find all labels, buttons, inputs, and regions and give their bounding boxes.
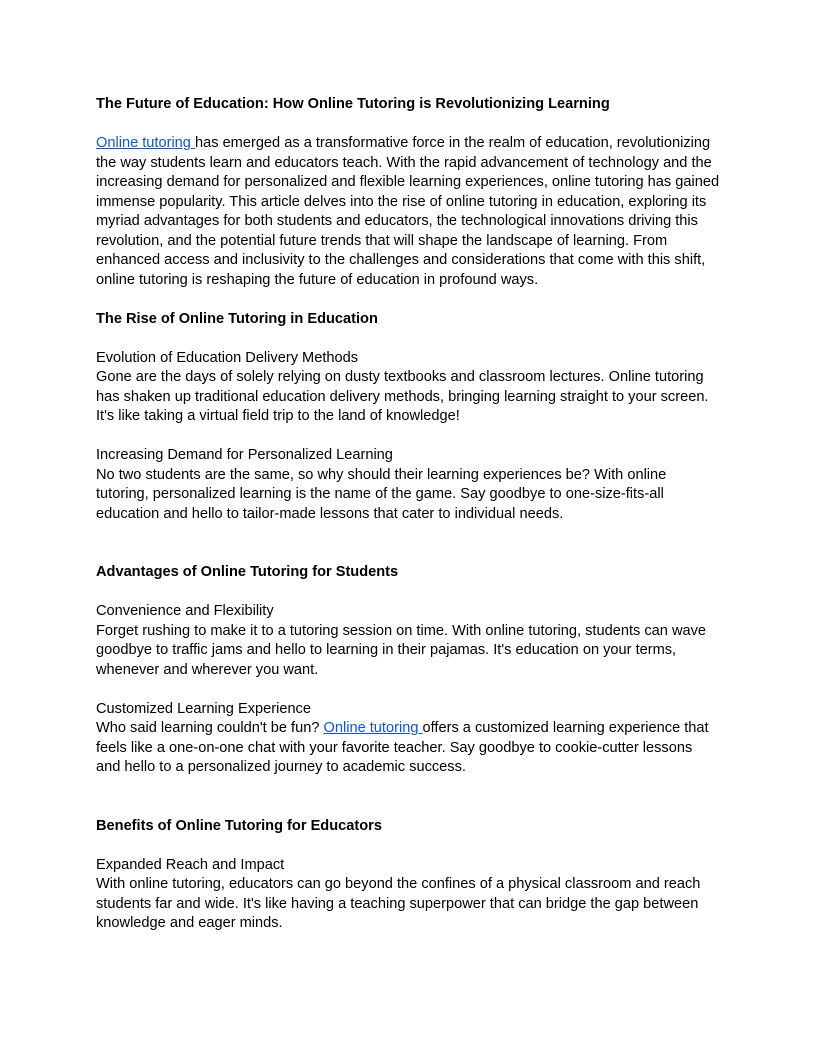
subheading-customized: Customized Learning Experience bbox=[96, 700, 311, 717]
subheading-convenience: Convenience and Flexibility bbox=[96, 603, 274, 619]
intro-text: has emerged as a transformative force in the realm of education, revolutionizing the way students learn and educators teach. With the rapid advancement of technology and the increasing demand for personalized and flexible learning experiences, online tutoring has gained immense popularity. This article delves into the rise of online tutoring in education, exploring its myriad advantages for both students and educators, the technological innovations driving this revolution, and the potential future trends that will shape the landscape of learning. From enhanced access and inclusivity to the challenges and considerations that come with this shift, online tutoring is reshaping the future of education in profound ways. bbox=[96, 135, 720, 288]
section-heading-benefits: Benefits of Online Tutoring for Educators bbox=[96, 817, 382, 834]
paragraph-demand: No two students are the same, so why should their learning experiences be? With online tutoring, personalized learning is the name of the game. Say goodbye to one-size-fits-all education and hello to tailor-made lessons that cater to individual needs. bbox=[96, 466, 667, 522]
online-tutoring-link[interactable]: Online tutoring bbox=[323, 720, 423, 736]
paragraph-evolution: Gone are the days of solely relying on dusty textbooks and classroom lectures. Online tutoring has shaken up traditional education delivery methods, bringing learning straight to your screen. It's like taking a virtual field trip to the land of knowledge! bbox=[96, 369, 709, 424]
paragraph-reach: With online tutoring, educators can go beyond the confines of a physical classroom and reach students far and wide. It's like having a teaching superpower that can bridge the gap between knowledge and eager minds. bbox=[96, 876, 701, 931]
spacer bbox=[96, 427, 720, 447]
spacer bbox=[96, 115, 720, 135]
paragraph-customized bbox=[96, 719, 720, 778]
subheading-reach: Expanded Reach and Impact bbox=[96, 856, 285, 873]
section-heading-advantages: Advantages of Online Tutoring for Students bbox=[96, 564, 399, 580]
online-tutoring-link[interactable]: Online tutoring bbox=[96, 135, 195, 151]
subheading-evolution: Evolution of Education Delivery Methods bbox=[96, 349, 359, 366]
spacer bbox=[96, 329, 720, 349]
section-heading-rise: The Rise of Online Tutoring in Education bbox=[96, 310, 378, 327]
spacer bbox=[96, 680, 720, 700]
spacer bbox=[96, 524, 720, 563]
spacer bbox=[96, 778, 720, 817]
intro-paragraph bbox=[96, 134, 720, 290]
subheading-demand: Increasing Demand for Personalized Learning bbox=[96, 447, 393, 463]
spacer bbox=[96, 583, 720, 603]
document-title: The Future of Education: How Online Tutoring is Revolutionizing Learning bbox=[96, 96, 610, 112]
customized-text-before: Who said learning couldn't be fun? bbox=[96, 720, 324, 736]
spacer bbox=[96, 290, 720, 310]
customized-text-after: offers a customized learning experience that feels like a one-on-one chat with your favorite teacher. Say goodbye to cookie-cutter lessons and hello to a personalized journey to academic success. bbox=[96, 720, 709, 775]
paragraph-convenience: Forget rushing to make it to a tutoring session on time. With online tutoring, students can wave goodbye to traffic jams and hello to learning in their pajamas. It's education on your terms, whenever and wherever you want. bbox=[96, 622, 707, 678]
spacer bbox=[96, 836, 720, 856]
